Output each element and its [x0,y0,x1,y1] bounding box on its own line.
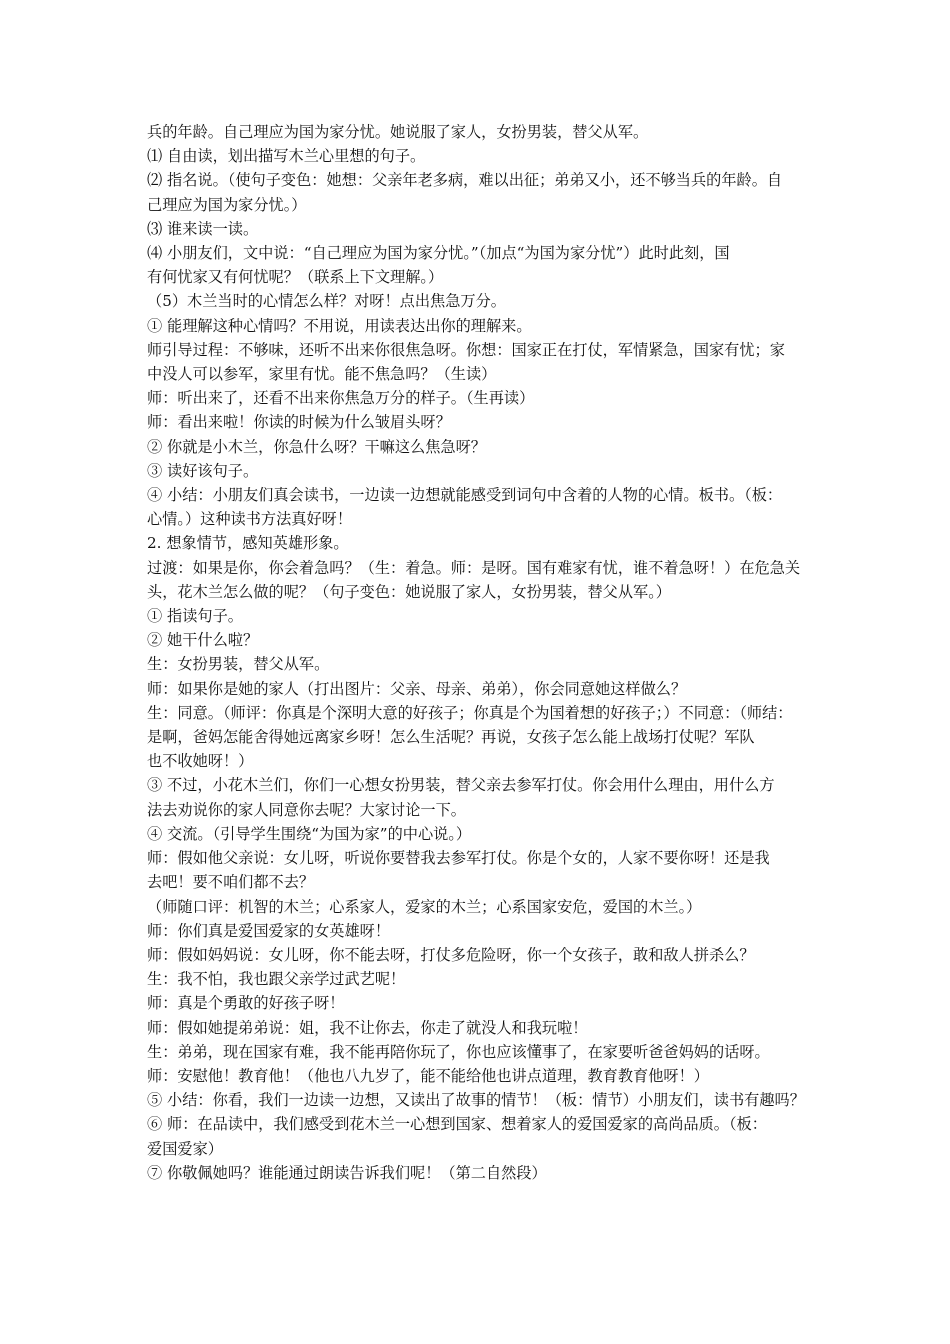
text-line: ④ 小结：小朋友们真会读书，一边读一边想就能感受到词句中含着的人物的心情。板书。（板： [147,486,783,505]
text-line: （师随口评：机智的木兰；心系家人，爱家的木兰；心系国家安危，爱国的木兰。） [147,897,702,916]
text-line: ⑶ 谁来读一读。 [147,219,259,238]
text-line: 爱国爱家） [147,1139,223,1158]
text-line: 兵的年龄。自己理应为国为家分忧。她说服了家人，女扮男装，替父从军。 [147,123,649,141]
text-line: ⑤ 小结：你看，我们一边读一边想，又读出了故事的情节！（板：情节）小朋友们，读书有趣吗？ [147,1091,805,1110]
text-line: ① 指读句子。 [147,607,243,626]
text-line: 师：看出来啦！你读的时候为什么皱眉头呀？ [147,413,451,432]
text-line: ⑷ 小朋友们，文中说：“自己理应为国为家分忧。”（加点“为国为家分忧”）此时此刻，国 [147,244,730,263]
text-line: 中没人可以参军，家里有忧。能不焦急吗？（生读） [147,365,497,384]
text-line: 也不收她呀！） [147,752,254,771]
text-line: ① 能理解这种心情吗？不用说，用读表达出你的理解来。 [147,316,532,335]
text-line: ⑥ 师：在品读中，我们感受到花木兰一心想到国家、想着家人的爱国爱家的高尚品质。（板： [147,1115,767,1134]
text-line: 有何忧家又有何忧呢？（联系上下文理解。） [147,268,444,287]
text-line: 师：真是个勇敢的好孩子呀！ [147,994,345,1013]
text-line: 心情。）这种读书方法真好呀！ [147,510,353,529]
text-line: 师：安慰他！教育他！（他也八九岁了，能不能给他也讲点道理，教育教育他呀！） [147,1066,709,1085]
text-line: ⑵ 指名说。（使句子变色：她想：父亲年老多病，难以出征；弟弟又小，还不够当兵的年龄。自 [147,171,783,190]
text-line: （5）木兰当时的心情怎么样？对呀！点出焦急万分。 [147,292,506,311]
text-line: ④ 交流。（引导学生围绕“为国为家”的中心说。） [147,824,472,843]
text-line: 法去劝说你的家人同意你去呢？大家讨论一下。 [147,800,466,819]
text-line: ② 她干什么啦？ [147,631,259,650]
text-line: 师：假如他父亲说：女儿呀，听说你要替我去参军打仗。你是个女的，人家不要你呀！还是我 [147,849,770,868]
text-line: ⑴ 自由读，划出描写木兰心里想的句子。 [147,147,426,166]
text-line: ② 你就是小木兰，你急什么呀？干嘛这么焦急呀？ [147,437,486,456]
text-line: 是啊，爸妈怎能舍得她远离家乡呀！怎么生活呢？再说，女孩子怎么能上战场打仗呢？军队 [147,728,755,747]
text-line: 生：我不怕，我也跟父亲学过武艺呢！ [147,970,406,989]
text-line: 师：如果你是她的家人（打出图片：父亲、母亲、弟弟），你会同意她这样做么？ [147,679,687,698]
text-line: 生：同意。（师评：你真是个深明大意的好孩子；你真是个为国着想的好孩子；）不同意：（师结： [147,703,793,722]
text-line: 师：假如她提弟弟说：姐，我不让你去，你走了就没人和我玩啦！ [147,1018,588,1037]
text-line: ③ 不过，小花木兰们，你们一心想女扮男装，替父亲去参军打仗。你会用什么理由，用什么方 [147,776,775,795]
text-line: 去吧！要不咱们都不去？ [147,873,315,892]
text-line: 师引导过程：不够味，还听不出来你很焦急呀。你想：国家正在打仗，军情紧急，国家有忧；家 [147,340,785,359]
text-line: 生：弟弟，现在国家有难，我不能再陪你玩了，你也应该懂事了，在家要听爸爸妈妈的话呀。 [147,1042,770,1061]
section-heading: 2. 想象情节，感知英雄形象。 [147,534,349,553]
text-line: 师：你们真是爱国爱家的女英雄呀！ [147,921,390,940]
text-line: 过渡：如果是你，你会着急吗？（生：着急。师：是呀。国有难家有忧，谁不着急呀！）在危急关 [147,558,801,577]
text-line: 师：假如妈妈说：女儿呀，你不能去呀，打仗多危险呀，你一个女孩子，敢和敌人拼杀么？ [147,945,755,964]
text-line: 己理应为国为家分忧。） [147,195,307,214]
text-line: 师：听出来了，还看不出来你焦急万分的样子。（生再读） [147,389,535,408]
text-line: ③ 读好该句子。 [147,461,259,480]
text-line: ⑦ 你敬佩她吗？谁能通过朗读告诉我们呢！（第二自然段） [147,1163,547,1182]
text-line: 头，花木兰怎么做的呢？（句子变色：她说服了家人，女扮男装，替父从军。） [147,582,671,601]
text-line: 生：女扮男装，替父从军。 [147,655,330,674]
